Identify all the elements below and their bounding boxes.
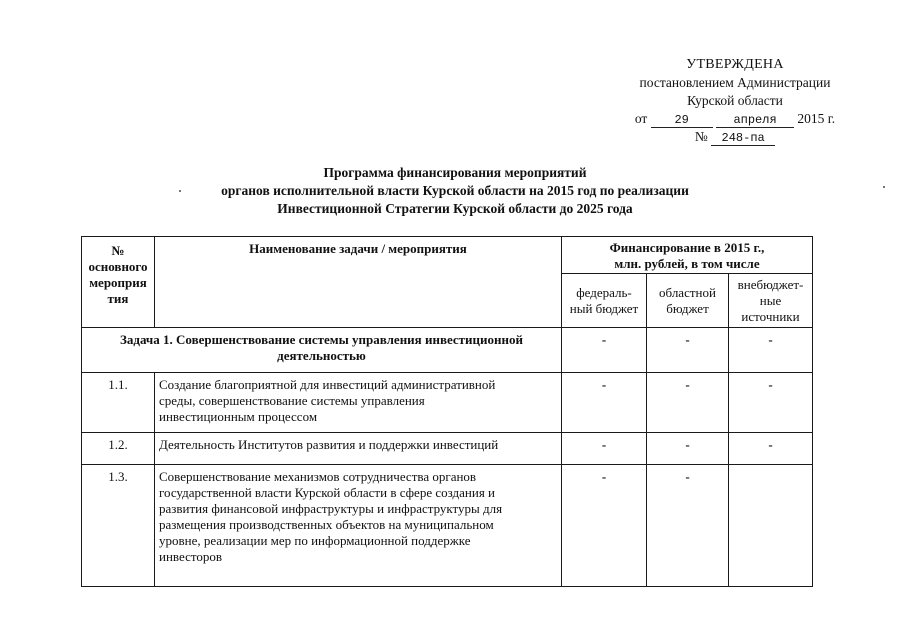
task-federal: - xyxy=(562,328,647,373)
header-name: Наименование задачи / мероприятия xyxy=(155,237,562,328)
header-federal-line: ный бюджет xyxy=(569,300,639,316)
header-row-1 xyxy=(82,237,813,274)
header-number xyxy=(82,237,155,328)
row-text-line: среды, совершенствование системы управления xyxy=(159,393,425,408)
header-extra xyxy=(729,274,813,328)
header-number-line: основного xyxy=(88,259,148,274)
header-number-line: тия xyxy=(107,291,129,306)
title-line-2: органов исполнительной власти Курской области на 2015 год по реализации xyxy=(221,183,689,198)
row-extra: - xyxy=(729,373,813,433)
financing-table xyxy=(81,236,813,587)
row-description xyxy=(155,465,562,587)
row-text-line: инвесторов xyxy=(159,549,222,564)
approval-date xyxy=(600,110,870,128)
header-regional xyxy=(647,274,729,328)
row-description xyxy=(155,373,562,433)
scan-speck xyxy=(883,186,885,188)
approval-block xyxy=(600,56,870,146)
date-prefix: от xyxy=(634,111,648,126)
row-description xyxy=(155,433,562,465)
row-extra: - xyxy=(729,433,813,465)
row-number: 1.1. xyxy=(82,373,155,433)
approval-number xyxy=(600,128,870,146)
header-financing xyxy=(562,237,813,274)
header-financing-line: Финансирование в 2015 г., xyxy=(609,240,765,255)
row-regional: - xyxy=(647,465,729,587)
row-text-line: уровне, реализации мер по информационной поддержке xyxy=(159,533,471,548)
header-federal xyxy=(562,274,647,328)
title-line-3: Инвестиционной Стратегии Курской области до 2025 года xyxy=(277,201,633,216)
row-federal: - xyxy=(562,465,647,587)
number-value: 248-па xyxy=(711,131,775,146)
table-row xyxy=(82,465,813,587)
task-title-line: деятельностью xyxy=(277,348,366,363)
row-federal: - xyxy=(562,373,647,433)
row-text-line: Деятельность Институтов развития и поддержки инвестиций xyxy=(159,437,499,452)
row-text-line: государственной власти Курской области в сфере создания и xyxy=(159,485,496,500)
task-regional: - xyxy=(647,328,729,373)
document-title xyxy=(120,164,790,218)
row-regional: - xyxy=(647,373,729,433)
approval-heading: УТВЕРЖДЕНА xyxy=(686,57,784,72)
row-regional: - xyxy=(647,433,729,465)
table-row xyxy=(82,433,813,465)
date-year: 2015 г. xyxy=(797,111,836,126)
header-financing-line: млн. рублей, в том числе xyxy=(614,256,760,271)
row-number: 1.3. xyxy=(82,465,155,587)
scan-speck xyxy=(179,190,181,192)
table-row xyxy=(82,373,813,433)
row-extra xyxy=(729,465,813,587)
row-text-line: Создание благоприятной для инвестиций административной xyxy=(159,377,496,392)
row-text-line: инвестиционным процессом xyxy=(159,409,318,424)
date-month: апреля xyxy=(716,113,794,128)
task-title xyxy=(82,328,562,373)
row-number: 1.2. xyxy=(82,433,155,465)
header-number-line: мероприя xyxy=(89,275,147,290)
header-regional-line: бюджет xyxy=(666,300,709,316)
number-prefix: № xyxy=(694,129,708,144)
header-number-line: № xyxy=(111,243,125,258)
title-line-1: Программа финансирования мероприятий xyxy=(323,165,587,180)
header-extra-line: ные xyxy=(759,292,782,308)
row-text-line: размещения производственных объектов на муниципальном xyxy=(159,517,494,532)
header-regional-line: областной xyxy=(659,284,716,300)
row-text-line: развития финансовой инфраструктуры и инфраструктуры для xyxy=(159,501,503,516)
row-federal: - xyxy=(562,433,647,465)
header-extra-line: источники xyxy=(741,308,800,324)
task-row xyxy=(82,328,813,373)
row-text-line: Совершенствование механизмов сотрудничества органов xyxy=(159,469,477,484)
header-extra-line: внебюджет- xyxy=(737,276,804,292)
task-title-line: Задача 1. Совершенствование системы управления инвестиционной xyxy=(120,332,523,347)
task-extra: - xyxy=(729,328,813,373)
header-federal-line: федераль- xyxy=(576,284,632,300)
date-day: 29 xyxy=(651,113,713,128)
approval-line-1: постановлением Администрации xyxy=(639,75,831,90)
approval-line-2: Курской области xyxy=(687,93,783,108)
